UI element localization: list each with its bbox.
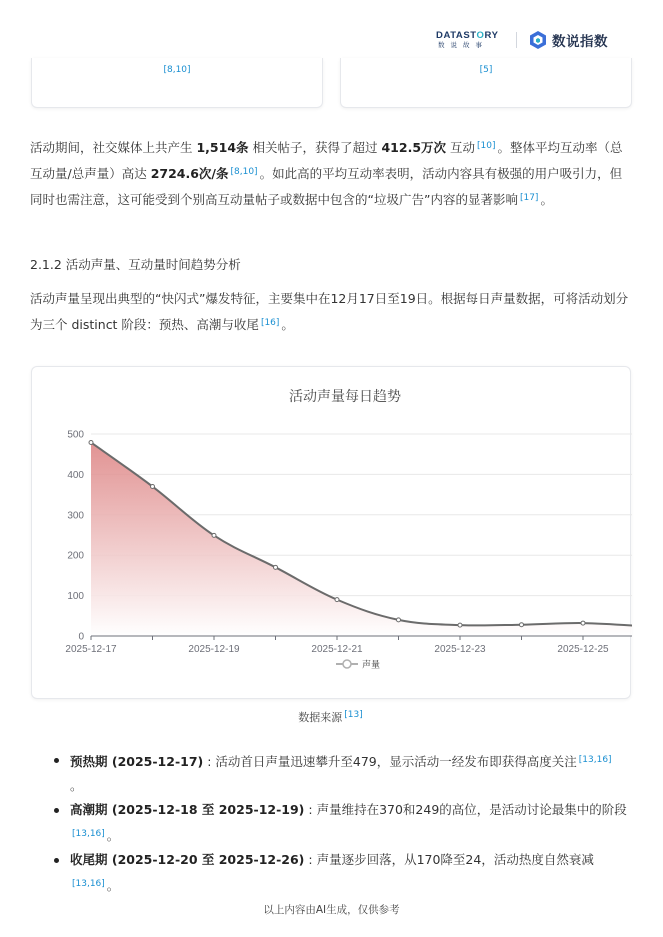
citation-link[interactable]: [8,10] (230, 167, 258, 177)
citation-link[interactable]: [16] (260, 318, 280, 328)
volume-trend-chart (32, 367, 632, 700)
citation-link[interactable]: [10] (477, 141, 496, 151)
phase-end: 。 (70, 778, 83, 793)
chart-card (31, 366, 631, 699)
section-heading: 2.1.2 活动声量、互动量时间趋势分析 (30, 257, 241, 272)
para1-text-5: 。如此高的平均互动率表明，活动内容具有极强的用户吸引力，但同时也需注意，这可能受到个别高互动量帖子或数据中包含的“垃圾广告”内容的显著影响 (30, 166, 623, 207)
logo-divider (516, 32, 517, 48)
x-tick-label: 2025-12-19 (188, 644, 240, 655)
phase-list (52, 748, 632, 898)
phase-end: 。 (106, 828, 120, 843)
para1-text-6: 。 (540, 192, 553, 207)
bullet-dot (54, 758, 59, 763)
y-tick-label: 400 (67, 469, 84, 481)
bullet-dot (54, 858, 59, 863)
phase-description: : 活动首日声量迅速攀升至479，显示活动一经发布即获得高度关注 (203, 754, 577, 769)
source-card-right (340, 58, 632, 108)
datastory-logo-text: DATASTORY (436, 30, 499, 41)
list-item (52, 798, 632, 848)
datastory-logo-subtext: 数说故事 (438, 41, 488, 49)
data-point[interactable] (212, 533, 216, 537)
phase-label: 收尾期 (2025-12-20 至 2025-12-26) (70, 852, 305, 867)
data-point[interactable] (89, 440, 93, 444)
y-tick-label: 300 (67, 510, 84, 522)
summary-paragraph (30, 134, 632, 212)
trend-paragraph (30, 287, 632, 337)
phase-end: 。 (106, 878, 120, 893)
legend-label: 声量 (362, 660, 381, 671)
data-point[interactable] (520, 623, 524, 627)
x-tick-label: 2025-12-21 (311, 644, 363, 655)
data-point[interactable] (274, 565, 278, 569)
citation-link[interactable]: [13,16] (72, 879, 105, 889)
chart-title: 活动声量每日趋势 (289, 389, 401, 405)
caption-text: 数据来源 (298, 711, 343, 724)
para2-text-1: 活动声量呈现出典型的“快闪式”爆发特征，主要集中在12月17日至19日。根据每日声量数据，可将活动划分为三个 distinct 阶段：预热、高潮与收尾 (30, 291, 629, 332)
para1-text-1: 活动期间，社交媒体上共产生 (30, 140, 197, 155)
datastory-logo (436, 31, 504, 51)
card-left-citation[interactable]: [8,10] (163, 65, 191, 75)
card-right-citation[interactable]: [5] (479, 65, 493, 75)
y-tick-label: 200 (67, 550, 84, 562)
y-tick-label: 100 (67, 591, 84, 603)
citation-link[interactable]: [17] (519, 193, 539, 203)
citation-link[interactable]: [13,16] (578, 755, 612, 765)
y-tick-label: 500 (67, 429, 84, 441)
y-tick-label: 0 (78, 631, 84, 643)
source-card-left (31, 58, 323, 108)
post-count: 1,514条 (196, 140, 249, 155)
data-point[interactable] (151, 485, 155, 489)
data-point[interactable] (335, 598, 339, 602)
para1-text-2: 相关帖子，获得了超过 (248, 140, 382, 155)
chart-legend[interactable] (336, 659, 380, 671)
phase-label: 预热期 (2025-12-17) (70, 754, 204, 769)
x-tick-label: 2025-12-17 (65, 644, 117, 655)
bullet-dot (54, 808, 59, 813)
data-point[interactable] (397, 618, 401, 622)
phase-description: : 声量逐步回落，从170降至24，活动热度自然衰减 (304, 852, 594, 867)
chart-caption (0, 709, 663, 725)
brand-logo-icon (528, 30, 548, 50)
para1-text-4: 。整体平均互动率（总互动量/总声量）高达 (30, 140, 623, 181)
avg-interaction-rate: 2724.6次/条 (150, 166, 229, 181)
brand-logo-text: 数说指数 (552, 34, 608, 50)
citation-link[interactable]: [13,16] (72, 829, 105, 839)
list-item (52, 848, 632, 898)
series-area (91, 442, 632, 636)
data-point[interactable] (458, 623, 462, 627)
brand-logo (528, 29, 608, 51)
data-point[interactable] (581, 621, 585, 625)
phase-label: 高潮期 (2025-12-18 至 2025-12-19) (70, 802, 305, 817)
legend-marker (343, 660, 351, 668)
x-tick-label: 2025-12-25 (557, 644, 609, 655)
phase-description: : 声量维持在370和249的高位，是活动讨论最集中的阶段 (304, 802, 627, 817)
para2-text-2: 。 (281, 317, 294, 332)
list-item (52, 748, 632, 798)
para1-text-3: 互动 (446, 140, 476, 155)
ai-disclaimer: 以上内容由AI生成，仅供参考 (263, 904, 400, 916)
citation-link[interactable]: [13] (344, 710, 363, 720)
interaction-count: 412.5万次 (381, 140, 447, 155)
x-tick-label: 2025-12-23 (434, 644, 486, 655)
